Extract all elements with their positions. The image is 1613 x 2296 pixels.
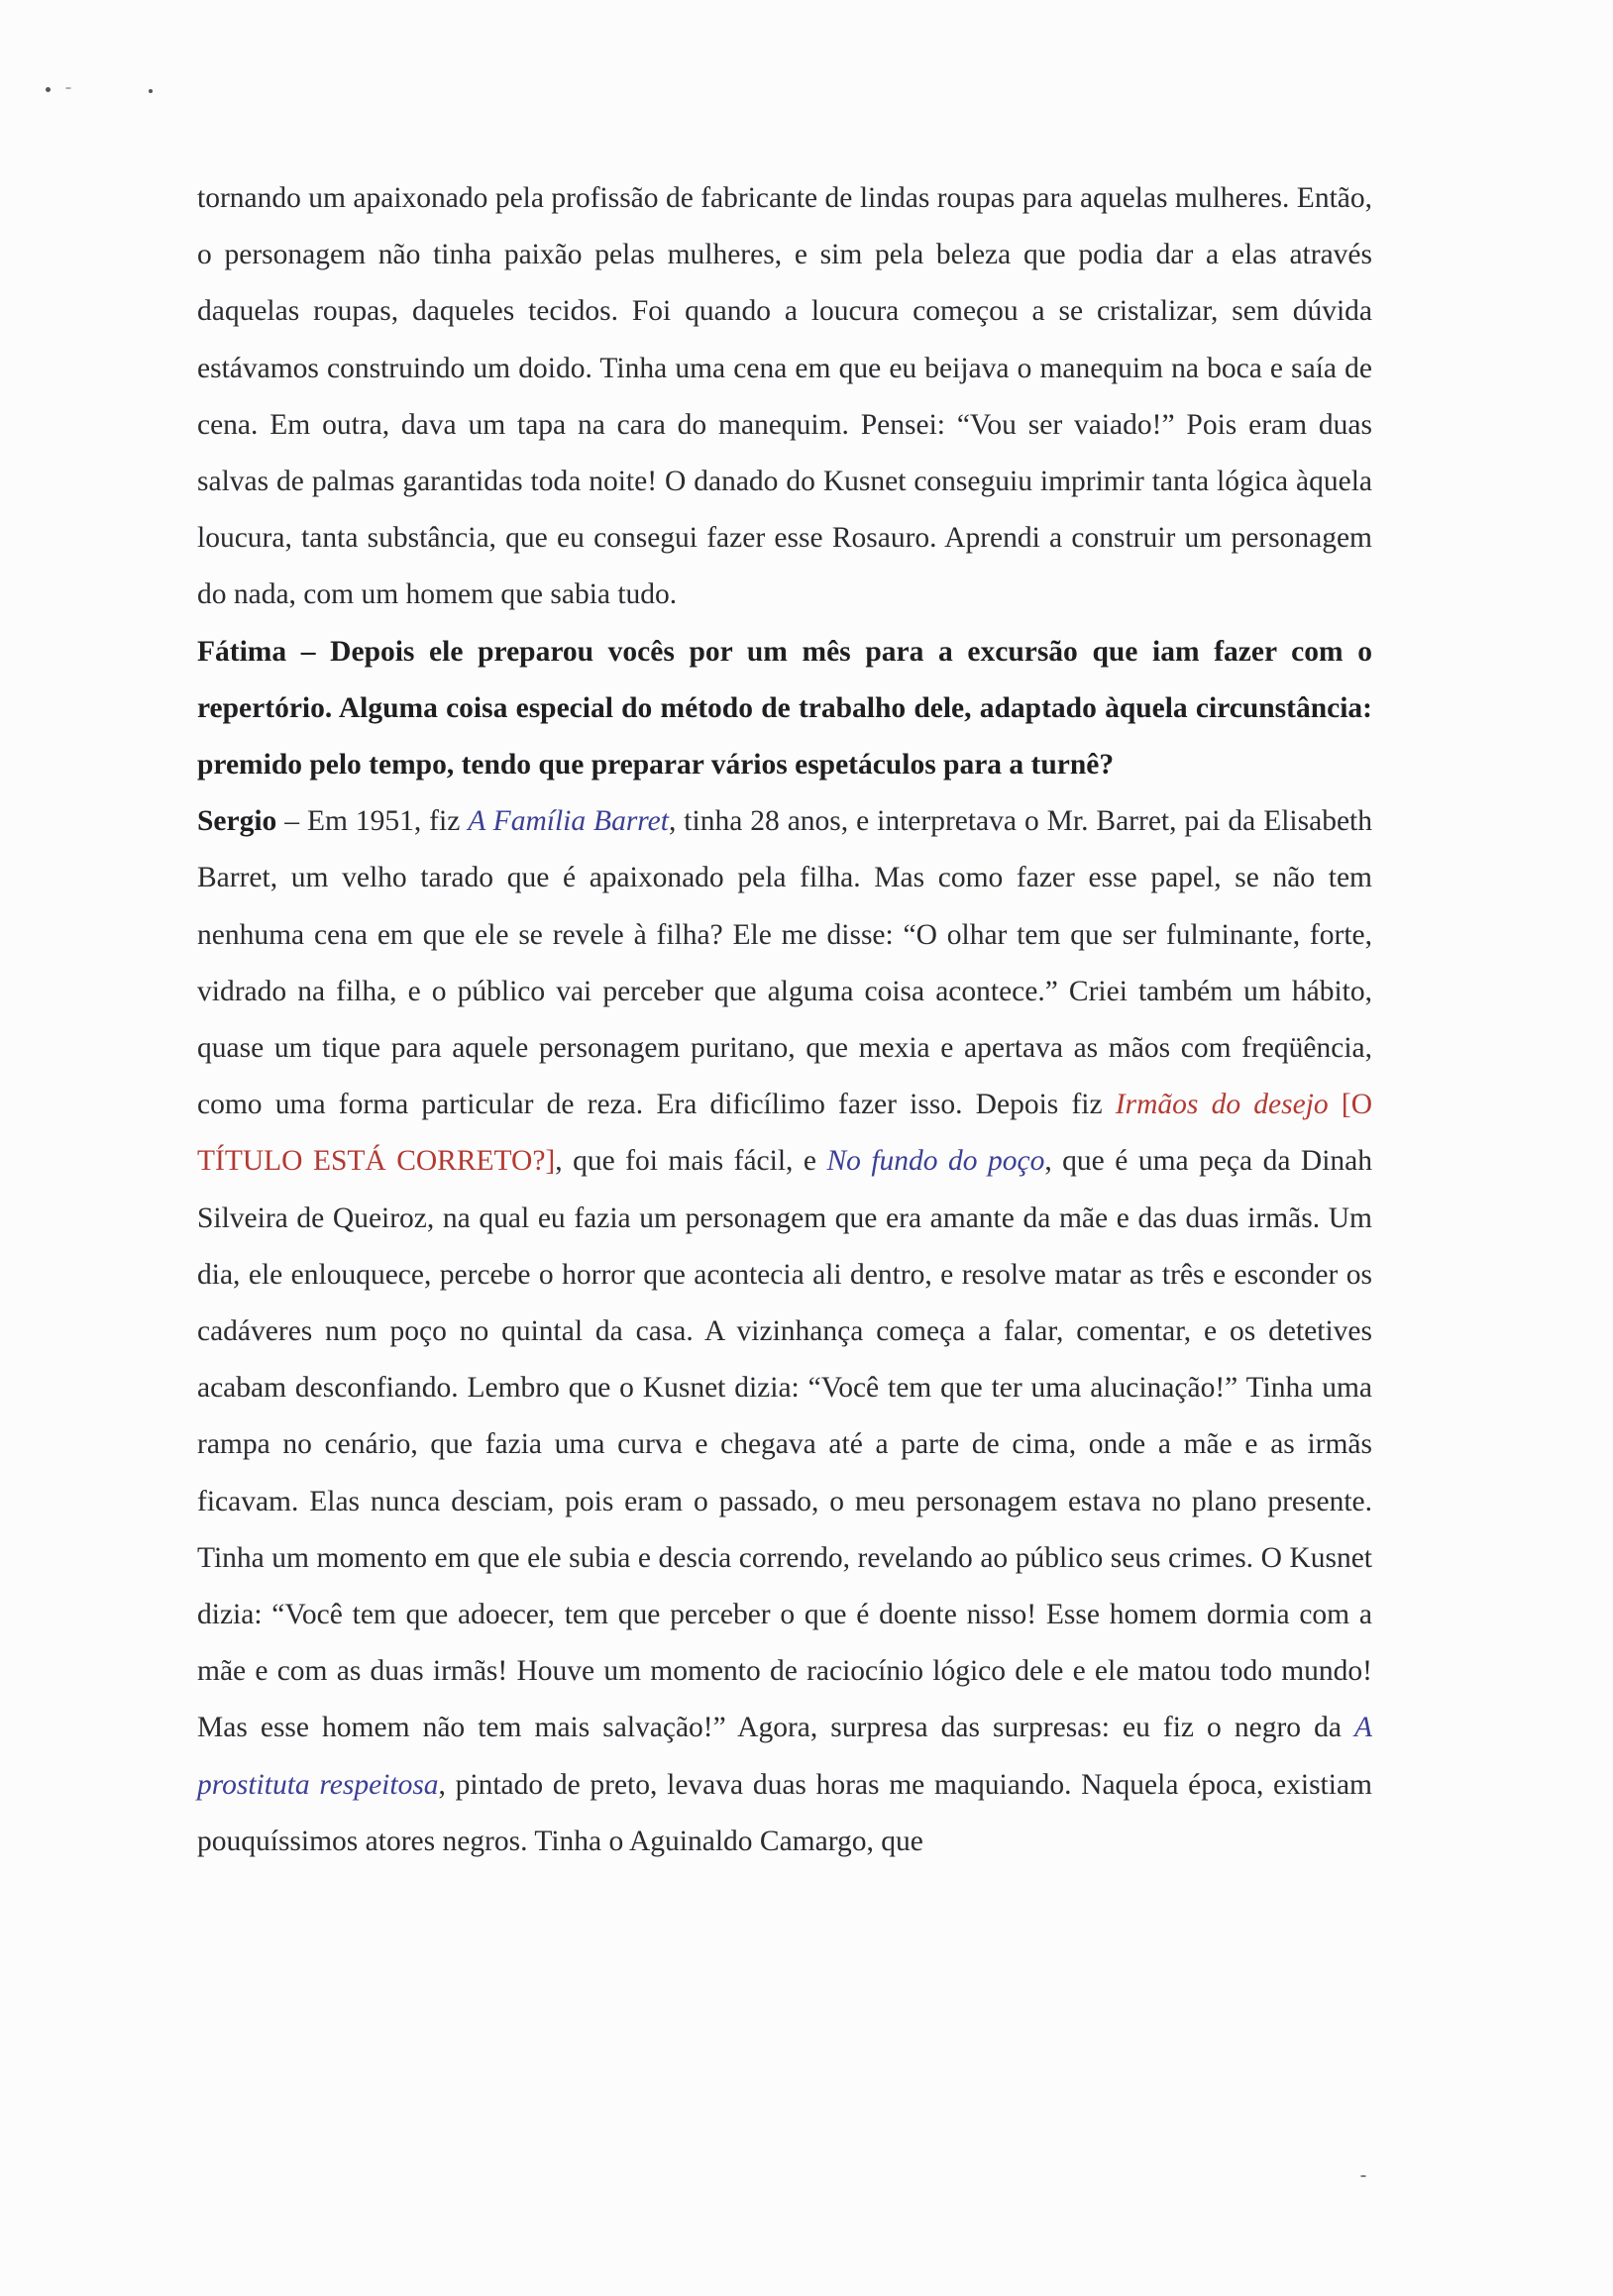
answer-text: , que é uma peça da Dinah Silveira de Queiroz, na qual eu fazia um personagem que era amante da mãe e das duas irmãs. Um dia, ele enlouquece, percebe o horror que acontecia ali dentro, e resolve matar as três e esconder os cadáveres num poço no quintal da casa. A vizinhança começa a falar, comentar, e os detetives acabam desconfiando. Lembro que o Kusnet dizia: “Você tem que ter uma alucinação!” Tinha uma rampa no cenário, que fazia uma curva e chegava até a parte de cima, onde a mãe e as irmãs ficavam. Elas nunca desciam, pois eram o passado, o meu personagem estava no plano presente. Tinha um momento em que ele subia e descia correndo, revelando ao público seus crimes. O Kusnet dizia: “Você tem que adoecer, tem que perceber o que é doente nisso! Esse homem dormia com a mãe e com as duas irmãs! Houve um momento de raciocínio lógico dele e ele matou todo mundo! Mas esse homem não tem mais salvação!” Agora, surpresa das surpresas: eu fiz o negro da bbox=[197, 1145, 1372, 1744]
answer-text: – Em 1951, fiz bbox=[276, 805, 469, 838]
answer-text: , que foi mais fácil, e bbox=[555, 1145, 827, 1178]
scan-speck bbox=[46, 87, 51, 92]
play-title-flagged: Irmãos do desejo bbox=[1115, 1089, 1329, 1121]
play-title: A Família Barret bbox=[468, 805, 669, 838]
play-title: A prostituta respeitosa bbox=[197, 1712, 1372, 1801]
scan-speck bbox=[1360, 2175, 1366, 2177]
document-body bbox=[197, 170, 1372, 1870]
paragraph-continuation: tornando um apaixonado pela profissão de fabricante de lindas roupas para aquelas mulheres. Então, o personagem não tinha paixão pelas mulheres, e sim pela beleza que podia dar a elas através daquelas roupas, daqueles tecidos. Foi quando a loucura começou a se cristalizar, sem dúvida estávamos construindo um doido. Tinha uma cena em que eu beijava o manequim na boca e saía de cena. Em outra, dava um tapa na cara do manequim. Pensei: “Vou ser vaiado!” Pois eram duas salvas de palmas garantidas toda noite! O danado do Kusnet conseguiu imprimir tanta lógica àquela loucura, tanta substância, que eu consegui fazer esse Rosauro. Aprendi a construir um personagem do nada, com um homem que sabia tudo. bbox=[197, 182, 1372, 611]
scan-speck bbox=[65, 87, 71, 89]
editor-note: [O TÍTULO ESTÁ CORRETO?] bbox=[197, 1089, 1373, 1178]
scan-speck bbox=[149, 89, 153, 93]
answer-text bbox=[1329, 1089, 1342, 1120]
interview-question: Fátima – Depois ele preparou vocês por um mês para a excursão que iam fazer com o repertório. Alguma coisa especial do método de trabalho dele, adaptado àquela circunstância: premido pelo tempo, tendo que preparar vários espetáculos para a turnê? bbox=[197, 635, 1372, 782]
answer-text: , tinha 28 anos, e interpretava o Mr. Barret, pai da Elisabeth Barret, um velho tarado que é apaixonado pela filha. Mas como fazer esse papel, se não tem nenhuma cena em que ele se revele à filha? Ele me disse: “O olhar tem que ser fulminante, forte, vidrado na filha, e o público vai perceber que alguma coisa acontece.” Criei também um hábito, quase um tique para aquele personagem puritano, que mexia e apertava as mãos com freqüência, como uma forma particular de reza. Era dificílimo fazer isso. Depois fiz bbox=[197, 805, 1372, 1121]
play-title: No fundo do poço bbox=[826, 1145, 1045, 1178]
speaker-name: Sergio bbox=[197, 805, 277, 838]
answer-text: , pintado de preto, levava duas horas me maquiando. Naquela época, existiam pouquíssimos atores negros. Tinha o Aguinaldo Camargo, que bbox=[197, 1768, 1372, 1857]
interview-answer bbox=[197, 793, 1372, 1870]
